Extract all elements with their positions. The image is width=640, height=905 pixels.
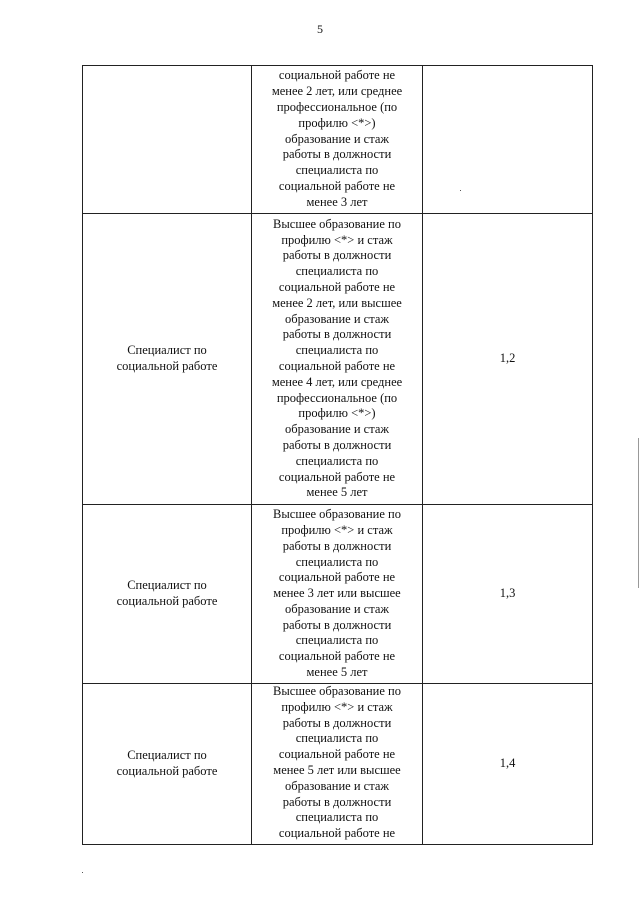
table-row (83, 505, 593, 684)
position-cell: Специалист по социальной работе (83, 505, 252, 684)
page-number: 5 (317, 22, 323, 36)
coefficient-cell (423, 66, 593, 214)
position-cell (83, 66, 252, 214)
requirements-cell: социальной работе не менее 2 лет, или среднее профессиональное (по профилю <*>) образование и стаж работы в должности специалиста по социальной работе не менее 3 лет (252, 66, 423, 214)
scan-speck (82, 872, 83, 873)
coefficient-cell: 1,3 (423, 505, 593, 684)
position-cell: Специалист по социальной работе (83, 684, 252, 845)
table-row (83, 684, 593, 845)
requirements-cell: Высшее образование по профилю <*> и стаж работы в должности специалиста по социальной работе не менее 2 лет, или высшее образование и стаж работы в должности специалиста по социальной работе не менее 4 лет, или среднее профессиональное (по профилю <*>) образование и стаж работы в должности специалиста по социальной работе не менее 5 лет (252, 214, 423, 505)
table-row (83, 66, 593, 214)
table-row (83, 214, 593, 505)
qualification-table (82, 65, 593, 845)
coefficient-cell: 1,4 (423, 684, 593, 845)
requirements-cell: Высшее образование по профилю <*> и стаж работы в должности специалиста по социальной работе не менее 5 лет или высшее образование и стаж работы в должности специалиста по социальной работе не (252, 684, 423, 845)
scan-speck (460, 190, 461, 191)
coefficient-cell: 1,2 (423, 214, 593, 505)
scan-edge-mark (638, 438, 639, 588)
requirements-cell: Высшее образование по профилю <*> и стаж работы в должности специалиста по социальной работе не менее 3 лет или высшее образование и стаж работы в должности специалиста по социальной работе не менее 5 лет (252, 505, 423, 684)
position-cell: Специалист по социальной работе (83, 214, 252, 505)
